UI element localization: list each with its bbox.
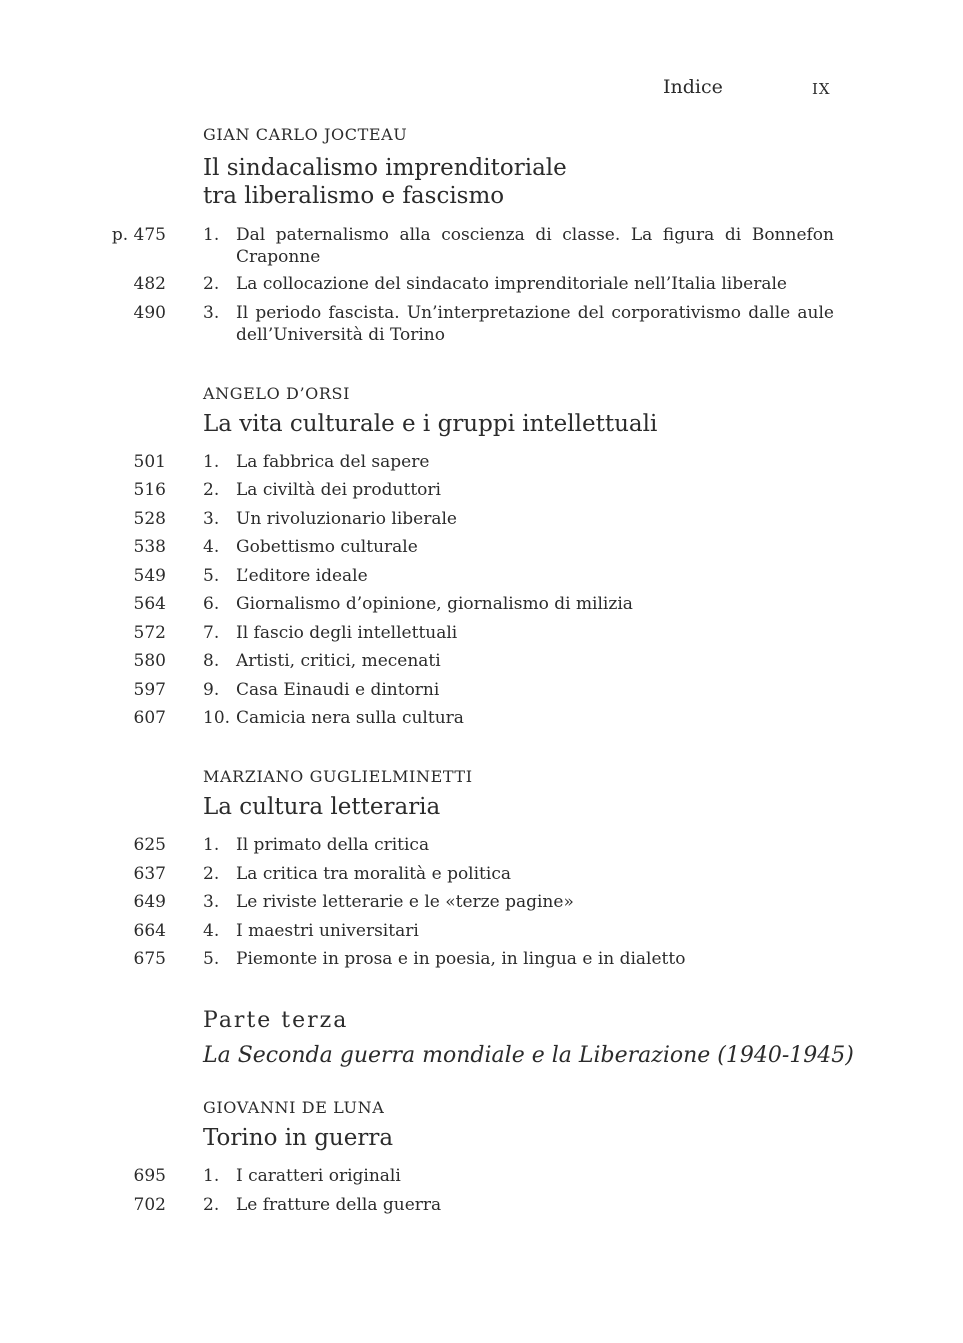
section-title-line: La cultura letteraria — [203, 794, 441, 820]
entry-page: 549 — [133, 566, 166, 586]
entry-text: Camicia nera sulla cultura — [236, 708, 464, 728]
entry-number: 1. — [203, 835, 220, 855]
entry-page: 538 — [133, 537, 166, 557]
part-title: La Seconda guerra mondiale e la Liberazione (1940-1945) — [203, 1043, 854, 1068]
entry-page: 528 — [133, 509, 166, 529]
entry-text: Il fascio degli intellettuali — [236, 623, 458, 643]
entry-number: 1. — [203, 452, 220, 472]
entry-number: 2. — [203, 480, 220, 500]
entry-text: La collocazione del sindacato imprenditoriale nell’Italia liberale — [236, 274, 787, 294]
entry-number: 3. — [203, 509, 220, 529]
entry-text: Le riviste letterarie e le «terze pagine» — [236, 892, 574, 912]
entry-text: La civiltà dei produttori — [236, 480, 441, 500]
entry-page: p. 475 — [111, 225, 166, 245]
entry-number: 1. — [203, 1166, 220, 1186]
entry-number: 3. — [203, 892, 220, 912]
part-label: Parte terza — [203, 1008, 349, 1033]
entry-number: 5. — [203, 949, 220, 969]
header-page-number: IX — [812, 80, 831, 98]
entry-page: 675 — [133, 949, 166, 969]
entry-number: 6. — [203, 594, 220, 614]
entry-number: 2. — [203, 274, 220, 294]
entry-number: 2. — [203, 1195, 220, 1215]
entry-page: 664 — [133, 921, 166, 941]
entry-text: Dal paternalismo alla coscienza di classe. La figura di Bonnefon Craponne — [236, 225, 834, 267]
entry-number: 3. — [203, 303, 220, 323]
entry-page: 649 — [133, 892, 166, 912]
section-author: MARZIANO GUGLIELMINETTI — [203, 767, 473, 786]
entry-page: 625 — [133, 835, 166, 855]
entry-text: Un rivoluzionario liberale — [236, 509, 457, 529]
entry-text: Il primato della critica — [236, 835, 430, 855]
entry-text: I caratteri originali — [236, 1166, 401, 1186]
section-author: GIOVANNI DE LUNA — [203, 1098, 385, 1117]
entry-page: 607 — [133, 708, 166, 728]
entry-page: 516 — [133, 480, 166, 500]
entry-text: Piemonte in prosa e in poesia, in lingua e in dialetto — [236, 949, 686, 969]
entry-page: 490 — [133, 303, 166, 323]
entry-page: 572 — [133, 623, 166, 643]
entry-page: 482 — [133, 274, 166, 294]
entry-page: 702 — [133, 1195, 166, 1215]
entry-page: 564 — [133, 594, 166, 614]
entry-number: 1. — [203, 225, 220, 245]
entry-text: L’editore ideale — [236, 566, 368, 586]
entry-number: 9. — [203, 680, 220, 700]
entry-number: 5. — [203, 566, 220, 586]
entry-text: La fabbrica del sapere — [236, 452, 430, 472]
entry-number: 4. — [203, 537, 220, 557]
section-title-line: Torino in guerra — [203, 1125, 394, 1151]
entry-page: 637 — [133, 864, 166, 884]
section-title-line: tra liberalismo e fascismo — [203, 183, 505, 209]
entry-page: 501 — [133, 452, 166, 472]
section-title-line: La vita culturale e i gruppi intellettuali — [203, 411, 658, 437]
entry-number: 8. — [203, 651, 220, 671]
entry-text: Artisti, critici, mecenati — [236, 651, 441, 671]
entry-number: 10. — [203, 708, 231, 728]
entry-number: 7. — [203, 623, 220, 643]
section-author: GIAN CARLO JOCTEAU — [203, 125, 408, 144]
entry-text: Il periodo fascista. Un’interpretazione del corporativismo dalle aule dell’Università di Torino — [236, 303, 834, 345]
entry-text: Casa Einaudi e dintorni — [236, 680, 440, 700]
header-title: Indice — [663, 76, 723, 98]
entry-text: Giornalismo d’opinione, giornalismo di milizia — [236, 594, 633, 614]
entry-page: 695 — [133, 1166, 166, 1186]
entry-number: 2. — [203, 864, 220, 884]
entry-text: Le fratture della guerra — [236, 1195, 442, 1215]
section-author: ANGELO D’ORSI — [203, 384, 351, 403]
entry-page: 580 — [133, 651, 166, 671]
entry-text: Gobettismo culturale — [236, 537, 418, 557]
entry-page: 597 — [133, 680, 166, 700]
entry-text: I maestri universitari — [236, 921, 419, 941]
section-title-line: Il sindacalismo imprenditoriale — [203, 155, 567, 181]
entry-number: 4. — [203, 921, 220, 941]
entry-text: La critica tra moralità e politica — [236, 864, 511, 884]
